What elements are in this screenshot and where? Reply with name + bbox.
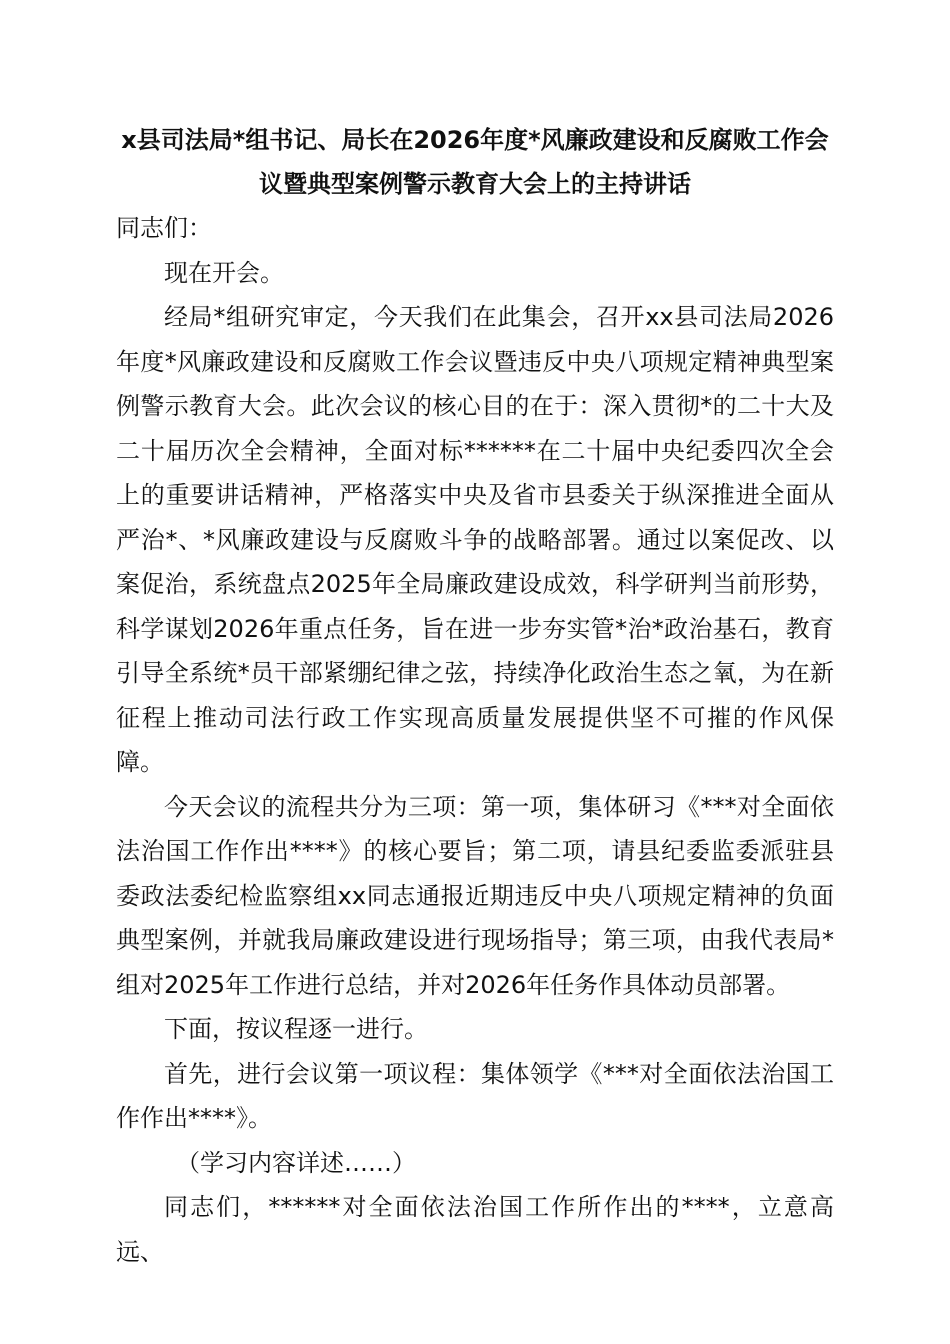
paragraph-purpose: 经局*组研究审定，今天我们在此集会，召开xx县司法局2026年度*风廉政建设和反腐败工作会议暨违反中央八项规定精神典型案例警示教育大会。此次会议的核心目的在于：深入贯彻*的二十大及二十届历次全会精神，全面对标******在二十届中央纪委四次全会上的重要讲话精神，严格落实中央及省市县委关于纵深推进全面从严治*、*风廉政建设与反腐败斗争的战略部署。通过以案促改、以案促治，系统盘点2025年全局廉政建设成效，科学研判当前形势，科学谋划2026年重点任务，旨在进一步夯实管*治*政治基石，教育引导全系统*员干部紧绷纪律之弦，持续净化政治生态之氧，为在新征程上推动司法行政工作实现高质量发展提供坚不可摧的作风保障。 [116, 303, 834, 776]
paragraph-comrades: 同志们，******对全面依法治国工作所作出的****，立意高远、 [116, 1193, 834, 1266]
paragraph-proceed: 下面，按议程逐一进行。 [164, 1015, 428, 1043]
paragraph-open-meeting: 现在开会。 [164, 258, 284, 287]
title-line-1: x县司法局*组书记、局长在2026年度*风廉政建设和反腐败工作会 [121, 126, 829, 154]
document-title [100, 118, 850, 206]
paragraph-first-item: 首先，进行会议第一项议程：集体领学《***对全面依法治国工作作出****》。 [116, 1059, 834, 1132]
paragraph-study-content: （学习内容详述……） [176, 1148, 416, 1177]
title-line-2: 议暨典型案例警示教育大会上的主持讲话 [259, 170, 691, 198]
salutation: 同志们： [116, 214, 212, 242]
paragraph-agenda: 今天会议的流程共分为三项：第一项，集体研习《***对全面依法治国工作作出****》的核心要旨；第二项，请县纪委监委派驻县委政法委纪检监察组xx同志通报近期违反中央八项规定精神的负面典型案例，并就我局廉政建设进行现场指导；第三项，由我代表局*组对2025年工作进行总结，并对2026年任务作具体动员部署。 [116, 792, 834, 999]
document-body [116, 206, 834, 1274]
